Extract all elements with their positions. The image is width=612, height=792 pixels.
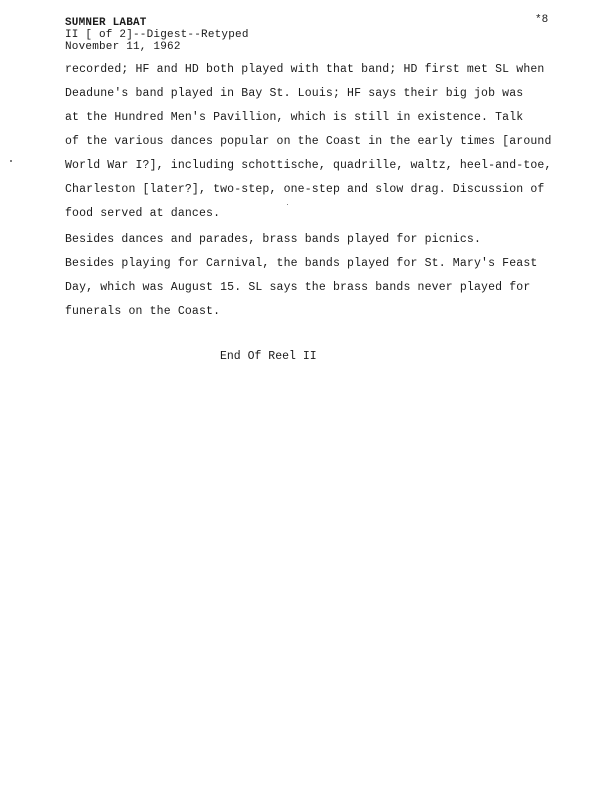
body-line-7: food served at dances.	[65, 207, 221, 220]
interviewee-name: SUMNER LABAT	[65, 17, 147, 29]
scan-speck	[287, 204, 288, 205]
body-line-8: Besides dances and parades, brass bands played for picnics.	[65, 233, 482, 246]
interview-date: November 11, 1962	[65, 41, 181, 53]
body-line-10: Day, which was August 15. SL says the brass bands never played for	[65, 281, 531, 294]
page-number: *8	[535, 14, 549, 26]
reel-info: II [ of 2]--Digest--Retyped	[65, 29, 249, 41]
body-line-9: Besides playing for Carnival, the bands played for St. Mary's Feast	[65, 257, 538, 270]
body-line-4: of the various dances popular on the Coast in the early times [around	[65, 135, 552, 148]
body-line-1: recorded; HF and HD both played with that band; HD first met SL when	[65, 63, 545, 76]
body-line-3: at the Hundred Men's Pavillion, which is still in existence. Talk	[65, 111, 524, 124]
scan-speck	[10, 160, 12, 162]
body-line-11: funerals on the Coast.	[65, 305, 221, 318]
body-line-2: Deadune's band played in Bay St. Louis; HF says their big job was	[65, 87, 524, 100]
body-line-5: World War I?], including schottische, quadrille, waltz, heel-and-toe,	[65, 159, 552, 172]
end-of-reel: End Of Reel II	[220, 350, 317, 363]
body-line-6: Charleston [later?], two-step, one-step and slow drag. Discussion of	[65, 183, 545, 196]
